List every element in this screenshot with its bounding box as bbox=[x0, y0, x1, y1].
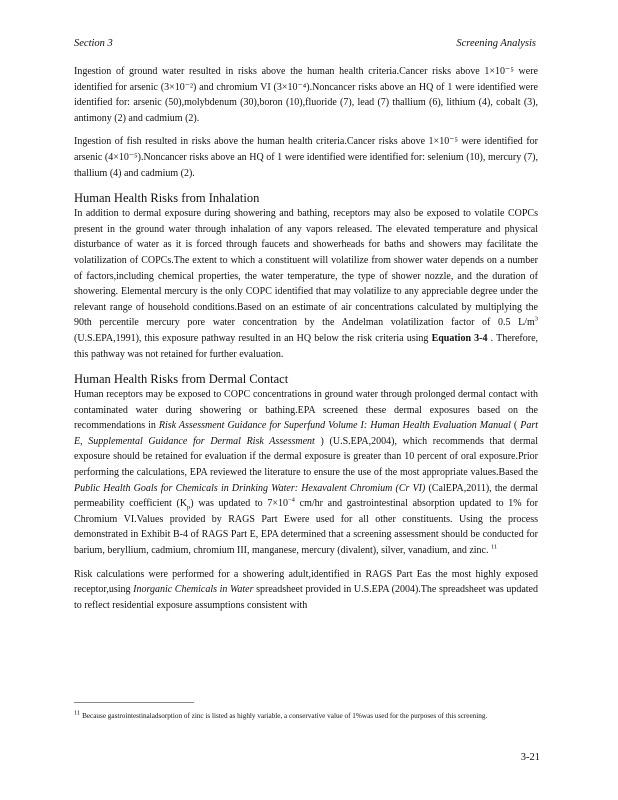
inhalation-text-3: . Therefore, this pathway was not retained for further evaluation. bbox=[74, 332, 539, 360]
footnote-number: 11 bbox=[74, 709, 81, 717]
unit-superscript: 3 bbox=[534, 315, 538, 323]
paragraph-inhalation bbox=[74, 206, 538, 362]
heading-dermal: Human Health Risks from Dermal Contact bbox=[74, 372, 289, 387]
dermal-text-3: ) (U.S.EPA,2004), which recommends that dermal exposure should be retained for evaluation if the dermal exposure is greater than 10 percent of oral exposure.Prior performing the calculations, EPA reviewed the literature to ensure the use of the most appropriate values.Based the bbox=[74, 435, 538, 479]
dermal-text-2: ( bbox=[510, 420, 521, 432]
footnote-text: Because gastrointestinaladsorption of zinc is listed as highly variable, a conservative value of 1%was used for the purposes of this screening. bbox=[82, 712, 488, 720]
paragraph-risk-calculations bbox=[74, 567, 538, 614]
footnote-divider bbox=[74, 702, 194, 703]
equation-reference: Equation 3-4 bbox=[431, 332, 488, 344]
permeability-subscript: p bbox=[187, 504, 191, 512]
dermal-title-part-e: Part E, Supplemental Guidance for Dermal Risk Assessment bbox=[74, 420, 538, 447]
header-section: Section 3 bbox=[74, 38, 113, 49]
header-title: Screening Analysis bbox=[456, 38, 536, 49]
dermal-title-phg: Public Health Goals for Chemicals in Drinking Water: Hexavalent Chromium (Cr VI) bbox=[74, 482, 426, 494]
paragraph-groundwater: Ingestion of ground water resulted in risks above the human health criteria.Cancer risks above 1×10⁻⁵ were identified for arsenic (3×10⁻²) and chromium VI (3×10⁻⁴).Noncancer risks above an HQ of 1 were identified were identified for: arsenic (50),molybdenum (30),boron (10),fluoride (7), lead (7) thallium (6), lithium (4), cobalt (3), antimony (2) and cadmium (2). bbox=[74, 66, 538, 124]
dermal-text-6: cm/hr and gastrointestinal absorption updated to 1% for Chromium VI.Values provided by RAGS Part Ewere used for all other constituents. Using the process demonstrated in Exhibit B-4 of RAGS Part E, EPA determined that a screening assessment should be conducted for barium, beryllium, cadmium, chromium III, manganese, mercury (divalent), silver, vanadium, and zinc. bbox=[74, 498, 538, 557]
exponent-superscript: −4 bbox=[288, 496, 295, 504]
dermal-text-1: Human receptors may be exposed to COPC concentrations in ground water through prolonged dermal contact with contaminated water during showering or bathing.EPA screened these dermal exposures based on the recommendations in bbox=[74, 389, 538, 432]
inhalation-text-1: In addition to dermal exposure during showering and bathing, receptors may also be exposed to volatile COPCs present in the ground water through inhalation of any vapors released. The elevated temperature and physical disturbance of water as it is forced through faucets and showerheads for baths and showers may facilitate the volatilization of COPCs.The extent to which a constituent will volatilize from shower water depends on a number of factors,including chemical properties, the water temperature, the type of shower nozzle, and the duration of showering. Elemental mercury is the only COPC identified that may volatilize to any appreciable degree under the relevant range of household conditions.Based on an estimate of air concentrations calculated by multiplying the 90th percentile mercury pore water concentration by the Andelman volatilization factor of 0.5 L/m bbox=[74, 208, 538, 329]
footnote bbox=[74, 710, 544, 722]
paragraph-dermal bbox=[74, 387, 538, 559]
paragraph-fish: Ingestion of fish resulted in risks above the human health criteria.Cancer risks above 1×10⁻⁵ were identified for arsenic (4×10⁻⁵).Noncancer risks above an HQ of 1 were identified were identified for: selenium (10), mercury (7), thallium (4) and cadmium (2). bbox=[74, 136, 538, 179]
body-content bbox=[74, 64, 538, 621]
dermal-text-4: (CalEPA,2011), the dermal permeability coefficient (K bbox=[74, 482, 538, 510]
footnote-reference[interactable]: 11 bbox=[490, 543, 498, 551]
heading-inhalation: Human Health Risks from Inhalation bbox=[74, 191, 260, 206]
inhalation-text-2: (U.S.EPA,1991), this exposure pathway resulted in an HQ below the risk criteria using bbox=[74, 332, 432, 344]
dermal-text-5: ) was updated to 7×10 bbox=[190, 498, 289, 510]
spreadsheet-title: Inorganic Chemicals in Water bbox=[133, 584, 254, 596]
dermal-title-rags: Risk Assessment Guidance for Superfund Volume I: Human Health Evaluation Manual bbox=[158, 420, 511, 432]
risk-text-2: spreadsheet provided in U.S.EPA (2004).The spreadsheet was updated to reflect residential exposure assumptions consistent with bbox=[74, 584, 538, 611]
risk-text-1: Risk calculations were performed for a showering adult,identified in RAGS Part Eas the most highly exposed receptor,using bbox=[74, 568, 538, 596]
page-number: 3-21 bbox=[520, 752, 540, 763]
